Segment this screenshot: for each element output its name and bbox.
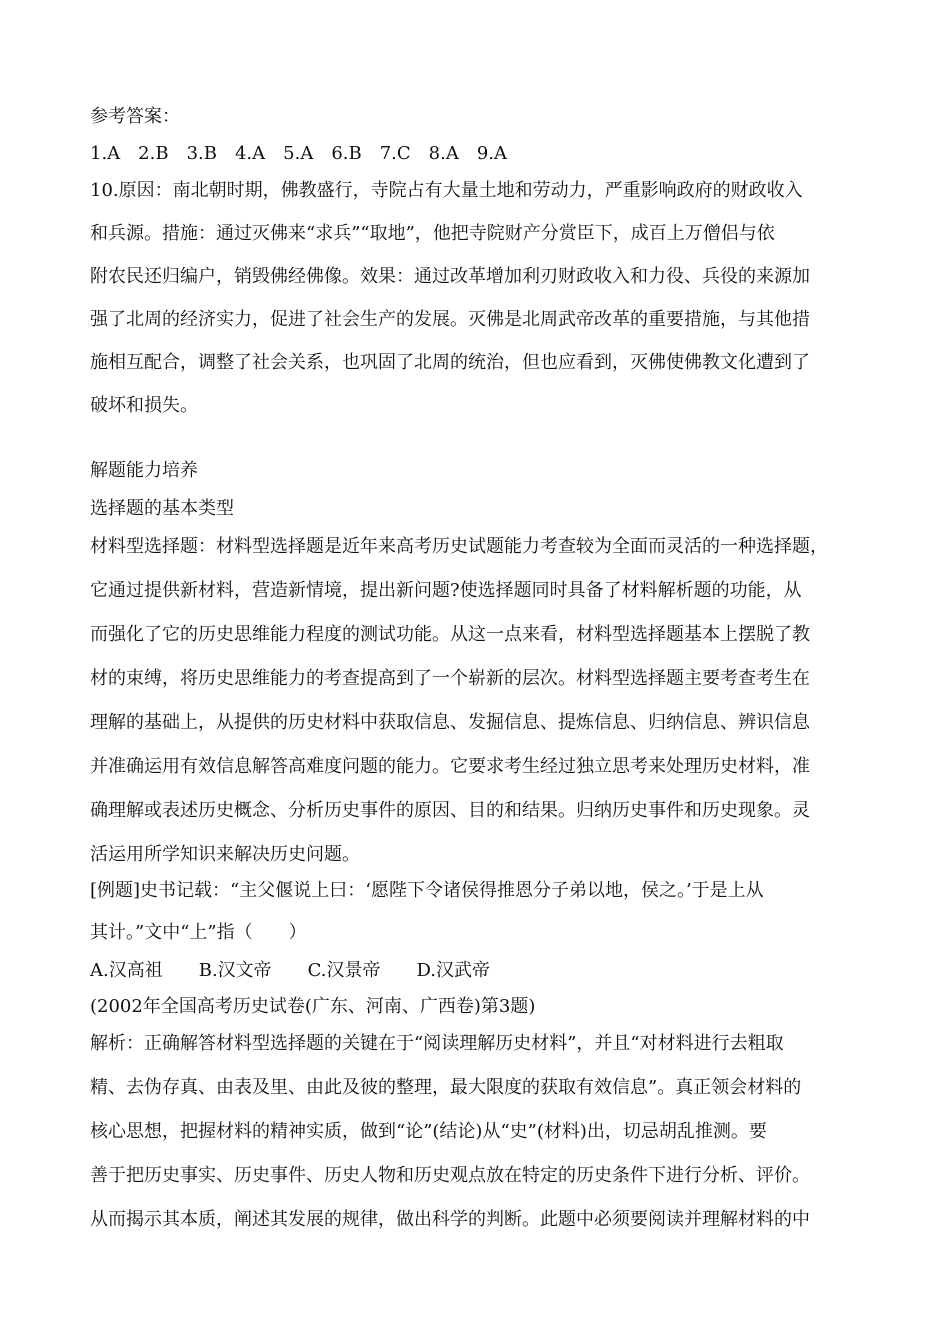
q10-line: 10.原因：南北朝时期，佛教盛行，寺院占有大量土地和劳动力，严重影响政府的财政收入 xyxy=(90,180,803,201)
material-line: 材料型选择题：材料型选择题是近年来高考历史试题能力考查较为全面而灵活的一种选择题， xyxy=(90,536,828,557)
material-line: 它通过提供新材料，营造新情境，提出新问题?使选择题同时具备了材料解析题的功能，从 xyxy=(90,580,802,601)
material-line: 理解的基础上，从提供的历史材料中获取信息、发掘信息、提炼信息、归纳信息、辨识信息 xyxy=(90,712,810,733)
q10-line: 强了北周的经济实力，促进了社会生产的发展。灭佛是北周武帝改革的重要措施，与其他措 xyxy=(90,309,810,330)
example-line: 其计。”文中“上”指（ ） xyxy=(90,922,307,943)
material-line: 活运用所学知识来解决历史问题。 xyxy=(90,844,360,865)
example-source: (2002年全国高考历史试卷(广东、河南、广西卷)第3题) xyxy=(90,996,536,1017)
analysis-line: 从而揭示其本质，阐述其发展的规律，做出科学的判断。此题中必须要阅读并理解材料的中 xyxy=(90,1209,810,1230)
example-line: [例题]史书记载：“主父偃说上曰：‘愿陛下令诸侯得推恩分子弟以地，侯之。’于是上从 xyxy=(90,880,764,901)
material-line: 而强化了它的历史思维能力程度的测试功能。从这一点来看，材料型选择题基本上摆脱了教 xyxy=(90,624,810,645)
section-title: 解题能力培养 xyxy=(90,460,198,481)
section-subtitle: 选择题的基本类型 xyxy=(90,498,234,519)
answers-heading: 参考答案： xyxy=(90,106,180,127)
q10-line: 施相互配合，调整了社会关系，也巩固了北周的统治，但也应看到，灭佛使佛教文化遭到了 xyxy=(90,352,810,373)
analysis-line: 解析：正确解答材料型选择题的关键在于“阅读理解历史材料”，并且“对材料进行去粗取 xyxy=(90,1033,784,1054)
analysis-line: 精、去伪存真、由表及里、由此及彼的整理，最大限度的获取有效信息”。真正领会材料的 xyxy=(90,1077,802,1098)
q10-line: 破坏和损失。 xyxy=(90,395,198,416)
q10-line: 和兵源。措施：通过灭佛来“求兵”“取地”，他把寺院财产分赏臣下，成百上万僧侣与依 xyxy=(90,223,775,244)
analysis-line: 善于把历史事实、历史事件、历史人物和历史观点放在特定的历史条件下进行分析、评价。 xyxy=(90,1165,810,1186)
answers-choices: 1.A 2.B 3.B 4.A 5.A 6.B 7.C 8.A 9.A xyxy=(90,143,508,164)
q10-line: 附农民还归编户，销毁佛经佛像。效果：通过改革增加利刃财政收入和力役、兵役的来源加 xyxy=(90,266,810,287)
analysis-line: 核心思想，把握材料的精神实质，做到“论”(结论)从“史”(材料)出，切忌胡乱推测。要 xyxy=(90,1121,767,1142)
example-options: A.汉高祖 B.汉文帝 C.汉景帝 D.汉武帝 xyxy=(90,960,491,981)
material-line: 确理解或表述历史概念、分析历史事件的原因、目的和结果。归纳历史事件和历史现象。灵 xyxy=(90,800,810,821)
material-line: 材的束缚，将历史思维能力的考查提高到了一个崭新的层次。材料型选择题主要考查考生在 xyxy=(90,668,810,689)
material-line: 并准确运用有效信息解答高难度问题的能力。它要求考生经过独立思考来处理历史材料，准 xyxy=(90,756,810,777)
